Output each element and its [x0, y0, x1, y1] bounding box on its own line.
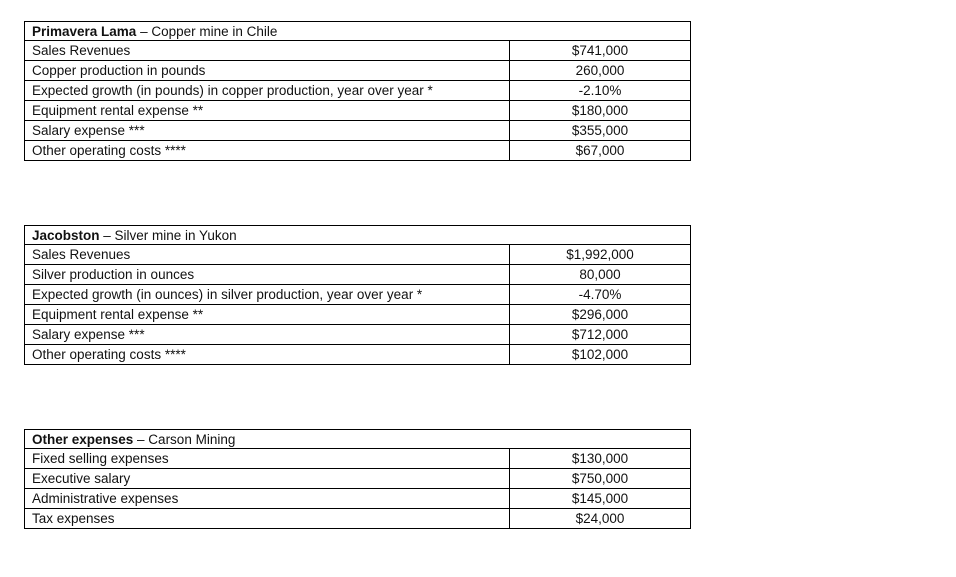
row-label: Expected growth (in pounds) in copper production, year over year *: [25, 81, 510, 101]
row-value: $24,000: [510, 509, 691, 529]
table-row: [25, 345, 691, 365]
section-title: [24, 225, 691, 245]
table-row: [25, 265, 691, 285]
section-title-rest: – Copper mine in Chile: [136, 24, 278, 39]
row-label: Salary expense ***: [25, 121, 510, 141]
table-row: [25, 61, 691, 81]
section-title-bold: Other expenses: [32, 432, 134, 447]
row-label: Tax expenses: [25, 509, 510, 529]
table-row: [25, 141, 691, 161]
row-value: $102,000: [510, 345, 691, 365]
row-label: Equipment rental expense **: [25, 305, 510, 325]
row-value: -4.70%: [510, 285, 691, 305]
table-row: [25, 101, 691, 121]
row-label: Equipment rental expense **: [25, 101, 510, 121]
primavera-lama-table: [24, 21, 691, 161]
row-value: 260,000: [510, 61, 691, 81]
table-row: [25, 305, 691, 325]
row-value: $712,000: [510, 325, 691, 345]
section-title-bold: Jacobston: [32, 228, 100, 243]
row-label: Salary expense ***: [25, 325, 510, 345]
table-row: [25, 489, 691, 509]
other-expenses-table: [24, 429, 691, 529]
row-value: $67,000: [510, 141, 691, 161]
table-row: [25, 41, 691, 61]
table-row: [25, 509, 691, 529]
data-table: [24, 448, 691, 529]
table-row: [25, 121, 691, 141]
row-label: Executive salary: [25, 469, 510, 489]
row-label: Copper production in pounds: [25, 61, 510, 81]
row-value: $1,992,000: [510, 245, 691, 265]
section-title: [24, 429, 691, 449]
row-label: Sales Revenues: [25, 41, 510, 61]
row-value: $130,000: [510, 449, 691, 469]
row-value: $296,000: [510, 305, 691, 325]
row-value: -2.10%: [510, 81, 691, 101]
section-title-bold: Primavera Lama: [32, 24, 137, 39]
data-table: [24, 244, 691, 365]
data-table: [24, 40, 691, 161]
row-label: Administrative expenses: [25, 489, 510, 509]
row-value: 80,000: [510, 265, 691, 285]
jacobston-table: [24, 225, 691, 365]
section-title-rest: – Silver mine in Yukon: [99, 228, 237, 243]
row-label: Expected growth (in ounces) in silver production, year over year *: [25, 285, 510, 305]
section-title-rest: – Carson Mining: [133, 432, 236, 447]
row-label: Sales Revenues: [25, 245, 510, 265]
row-value: $145,000: [510, 489, 691, 509]
section-title: [24, 21, 691, 41]
table-row: [25, 469, 691, 489]
row-value: $741,000: [510, 41, 691, 61]
table-row: [25, 81, 691, 101]
row-label: Fixed selling expenses: [25, 449, 510, 469]
row-value: $750,000: [510, 469, 691, 489]
table-row: [25, 245, 691, 265]
row-label: Other operating costs ****: [25, 345, 510, 365]
row-label: Other operating costs ****: [25, 141, 510, 161]
row-value: $180,000: [510, 101, 691, 121]
table-row: [25, 449, 691, 469]
table-row: [25, 325, 691, 345]
row-value: $355,000: [510, 121, 691, 141]
table-row: [25, 285, 691, 305]
row-label: Silver production in ounces: [25, 265, 510, 285]
